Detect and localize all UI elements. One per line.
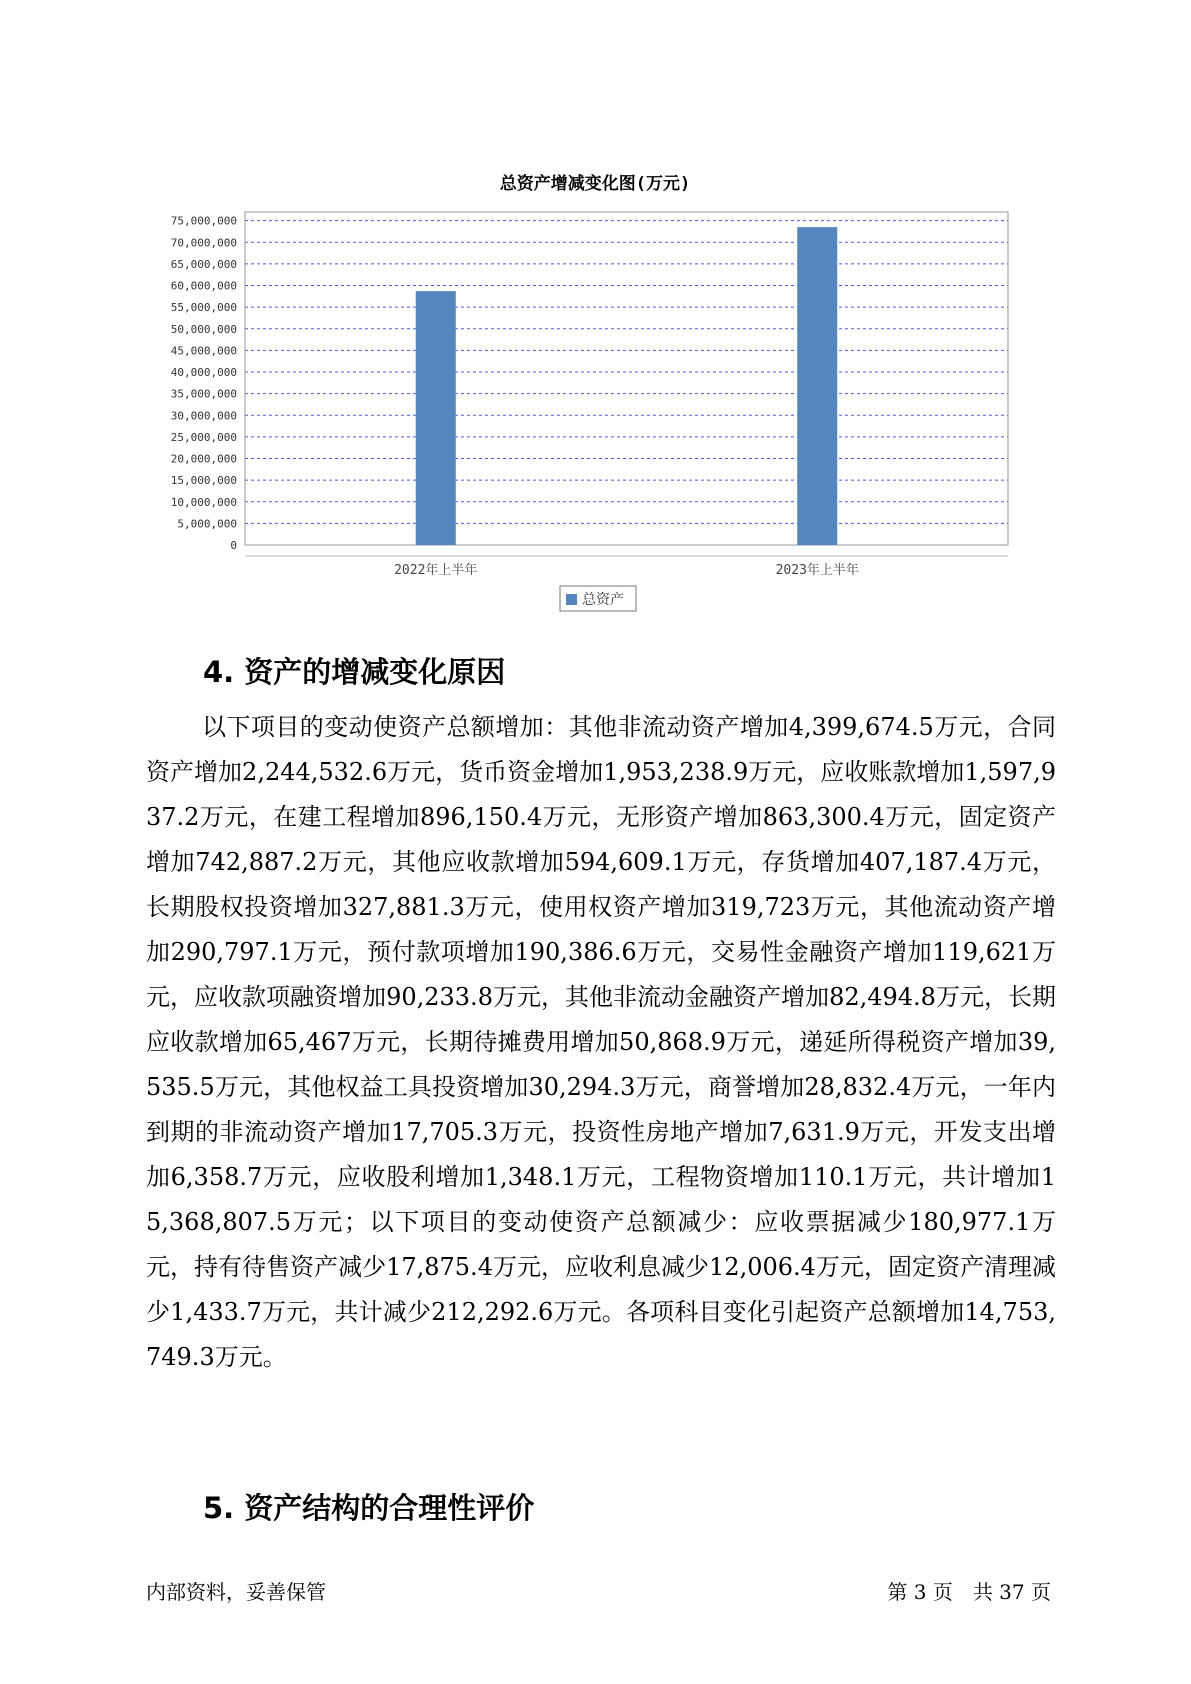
chart-bars xyxy=(416,227,838,545)
y-tick-label: 30,000,000 xyxy=(170,409,237,423)
y-tick-label: 75,000,000 xyxy=(170,214,237,228)
footer-page-number: 第 3 页 共 37 页 xyxy=(887,1580,1051,1604)
x-tick-label: 2023年上半年 xyxy=(775,563,859,578)
y-tick-label: 15,000,000 xyxy=(170,474,237,488)
y-tick-label: 70,000,000 xyxy=(170,236,237,250)
y-tick-label: 45,000,000 xyxy=(170,344,237,358)
legend-label: 总资产 xyxy=(582,592,624,608)
body-paragraph: 以下项目的变动使资产总额增加：其他非流动资产增加4,399,674.5万元，合同资产增加2,244,532.6万元，货币资金增加1,953,238.9万元，应收账款增加1,597,937.2万元，在建工程增加896,150.4万元，无形资产增加863,300.4万元，固定资产增加742,887.2万元，其他应收款增加594,609.1万元，存货增加407,187.4万元，长期股权投资增加327,881.3万元，使用权资产增加319,723万元，其他流动资产增加290,797.1万元，预付款项增加190,386.6万元，交易性金融资产增加119,621万元，应收款项融资增加90,233.8万元，其他非流动金融资产增加82,494.8万元，长期应收款增加65,467万元，长期待摊费用增加50,868.9万元，递延所得税资产增加39,535.5万元，其他权益工具投资增加30,294.3万元，商誉增加28,832.4万元，一年内到期的非流动资产增加17,705.3万元，投资性房地产增加7,631.9万元，开发支出增加6,358.7万元，应收股利增加1,348.1万元，工程物资增加110.1万元，共计增加15,368,807.5万元；以下项目的变动使资产总额减少：应收票据减少180,977.1万元，持有待售资产减少17,875.4万元，应收利息减少12,006.4万元，固定资产清理减少1,433.7万元，共计减少212,292.6万元。各项科目变化引起资产总额增加14,753,749.3万元。 xyxy=(146,713,1056,1371)
section-heading-5: 5. 资产结构的合理性评价 xyxy=(203,1491,535,1525)
y-tick-label: 50,000,000 xyxy=(170,322,237,336)
x-tick-label: 2022年上半年 xyxy=(394,563,478,578)
plot-area-frame xyxy=(245,212,1008,545)
bar xyxy=(416,291,456,545)
y-tick-label: 65,000,000 xyxy=(170,257,237,271)
y-tick-label: 0 xyxy=(230,539,237,552)
chart-gridlines xyxy=(245,221,1008,524)
y-tick-label: 25,000,000 xyxy=(170,430,237,444)
x-axis-tick-labels xyxy=(394,562,859,578)
y-tick-label: 60,000,000 xyxy=(170,279,237,293)
bar xyxy=(797,227,837,545)
y-axis-tick-labels xyxy=(171,215,237,552)
section-heading-4: 4. 资产的增减变化原因 xyxy=(203,655,506,689)
total-assets-bar-chart xyxy=(0,0,1191,640)
y-tick-label: 20,000,000 xyxy=(170,452,237,466)
y-tick-label: 10,000,000 xyxy=(170,495,237,509)
y-tick-label: 5,000,000 xyxy=(177,517,237,531)
y-tick-label: 55,000,000 xyxy=(170,301,237,315)
chart-legend xyxy=(560,586,636,611)
y-tick-label: 40,000,000 xyxy=(170,366,237,380)
footer-confidential-note: 内部资料，妥善保管 xyxy=(146,1580,326,1604)
y-tick-label: 35,000,000 xyxy=(170,387,237,401)
chart-title: 总资产增减变化图(万元) xyxy=(499,174,691,194)
legend-swatch xyxy=(566,594,577,605)
